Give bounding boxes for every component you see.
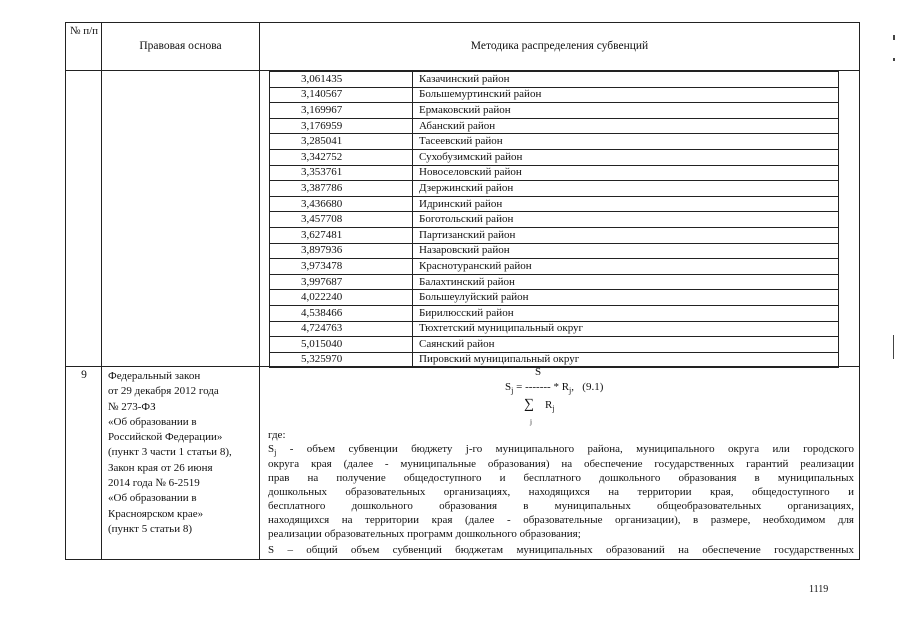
sj-subscript: j xyxy=(274,448,277,458)
district-name: Казачинский район xyxy=(413,72,839,88)
district-name: Боготольский район xyxy=(413,212,839,228)
coefficient-value: 3,342752 xyxy=(270,149,413,165)
sum-index: j xyxy=(530,418,532,426)
district-name: Балахтинский район xyxy=(413,274,839,290)
table-row xyxy=(270,321,839,337)
coefficient-value: 3,436680 xyxy=(270,196,413,212)
district-name: Большеулуйский район xyxy=(413,290,839,306)
sj-definition-line-6: находящихся на территории края (далее - образовательные организации), в размере, необходимом для xyxy=(268,514,854,526)
legal-basis-line: от 29 декабря 2012 года xyxy=(108,385,219,398)
district-name: Большемуртинский район xyxy=(413,87,839,103)
table-row xyxy=(270,305,839,321)
header-legal-basis: Правовая основа xyxy=(139,40,222,52)
table-row xyxy=(270,134,839,150)
legal-basis-line: «Об образовании в xyxy=(108,415,197,428)
table-row xyxy=(270,87,839,103)
legal-basis-line: 2014 года № 6-2519 xyxy=(108,477,200,490)
sj-definition-line-5: бесплатного дошкольного образования в муниципальных общеобразовательных организациях, xyxy=(268,500,854,512)
coefficient-value: 3,176959 xyxy=(270,118,413,134)
legal-basis-line: Красноярском крае» xyxy=(108,507,204,520)
formula-lhs: S xyxy=(505,381,512,393)
table-row xyxy=(270,290,839,306)
coefficient-value: 3,997687 xyxy=(270,274,413,290)
formula-denominator xyxy=(545,399,555,413)
formula-lhs-sub: j xyxy=(511,386,514,396)
district-name: Дзержинский район xyxy=(413,181,839,197)
coefficient-value: 5,325970 xyxy=(270,352,413,368)
district-name: Ермаковский район xyxy=(413,103,839,119)
district-name: Сухобузимский район xyxy=(413,149,839,165)
legal-basis-line: Закон края от 26 июня xyxy=(108,461,213,474)
coefficient-table xyxy=(269,71,839,368)
header-number-text: № п/п xyxy=(69,25,99,37)
district-name: Бирилюсский район xyxy=(413,305,839,321)
coefficient-value: 3,061435 xyxy=(270,72,413,88)
district-name: Тасеевский район xyxy=(413,134,839,150)
sj-definition-line-4: дошкольных образовательных организациях, находящихся на территории края, общедоступного и xyxy=(268,486,854,498)
table-row xyxy=(270,149,839,165)
sj-definition-line-3: прав на получение общедоступного и бесплатного дошкольного образования в муниципальных xyxy=(268,472,854,484)
legal-basis-line: (пункт 5 статьи 8) xyxy=(108,522,192,535)
header-method: Методика распределения субвенций xyxy=(470,40,649,52)
where-label: где: xyxy=(268,429,286,441)
table-row xyxy=(270,181,839,197)
table-row xyxy=(270,259,839,275)
formula-main-line xyxy=(505,381,603,395)
district-name: Назаровский район xyxy=(413,243,839,259)
coefficient-value: 3,627481 xyxy=(270,227,413,243)
district-name: Партизанский район xyxy=(413,227,839,243)
page-number: 1119 xyxy=(809,584,829,595)
sj-symbol: S xyxy=(268,443,275,455)
s-definition-line: S – общий объем субвенций бюджетам муниципальных образований на обеспечение государственных xyxy=(268,544,854,556)
coefficient-value: 5,015040 xyxy=(270,337,413,353)
district-name: Саянский район xyxy=(413,337,839,353)
sj-definition-line-7: реализации образовательных программ дошкольного образования; xyxy=(268,528,581,540)
coefficient-value: 3,387786 xyxy=(270,181,413,197)
coefficient-value: 4,724763 xyxy=(270,321,413,337)
header-number xyxy=(66,24,102,38)
coefficient-value: 3,897936 xyxy=(270,243,413,259)
sj-definition-line-2: округа края (далее - муниципальные образования) на обеспечение государственных гарантий реализации xyxy=(268,458,854,470)
table-row xyxy=(270,165,839,181)
legal-basis-line: Федеральный закон xyxy=(108,370,201,382)
table-row xyxy=(270,72,839,88)
coefficient-value: 3,169967 xyxy=(270,103,413,119)
district-name: Новоселовский район xyxy=(413,165,839,181)
scan-mark xyxy=(893,35,895,40)
legal-basis-line: № 273-ФЗ xyxy=(108,400,156,413)
legal-basis-text xyxy=(108,369,260,537)
formula-dashes: = ------- * R xyxy=(513,381,570,393)
table-row xyxy=(270,212,839,228)
scan-mark xyxy=(893,58,895,61)
district-name: Тюхтетский муниципальный округ xyxy=(413,321,839,337)
table-row xyxy=(270,118,839,134)
table-row xyxy=(270,352,839,368)
formula-numerator: S xyxy=(535,366,542,378)
row-number: 9 xyxy=(81,369,87,381)
table-row xyxy=(270,103,839,119)
district-name: Краснотуранский район xyxy=(413,259,839,275)
district-name: Пировский муниципальный округ xyxy=(413,352,839,368)
legal-basis-line: (пункт 3 части 1 статьи 8), xyxy=(108,446,232,459)
coefficient-value: 3,353761 xyxy=(270,165,413,181)
formula-den-sub: j xyxy=(552,404,555,414)
scan-mark xyxy=(893,335,894,359)
sum-symbol: ∑ xyxy=(524,397,534,412)
district-name: Абанский район xyxy=(413,118,839,134)
legal-basis-line: «Об образовании в xyxy=(108,492,197,505)
table-row xyxy=(270,337,839,353)
coefficient-value: 3,973478 xyxy=(270,259,413,275)
table-row xyxy=(270,196,839,212)
table-row xyxy=(270,243,839,259)
table-row xyxy=(270,274,839,290)
coefficient-value: 3,285041 xyxy=(270,134,413,150)
formula-den-r: R xyxy=(545,399,553,411)
formula-rhs-sub: j xyxy=(569,386,572,396)
coefficient-value: 4,022240 xyxy=(270,290,413,306)
legal-basis-line: Российской Федерации» xyxy=(108,431,223,444)
district-name: Идринский район xyxy=(413,196,839,212)
column-divider-1 xyxy=(101,22,102,560)
sj-line-1-text: - объем субвенции бюджету j-го муниципального района, муниципального округа или городского xyxy=(276,443,854,455)
coefficient-value: 4,538466 xyxy=(270,305,413,321)
formula-label: , (9.1) xyxy=(571,381,604,393)
coefficient-value: 3,457708 xyxy=(270,212,413,228)
table-row xyxy=(270,227,839,243)
coefficient-value: 3,140567 xyxy=(270,87,413,103)
